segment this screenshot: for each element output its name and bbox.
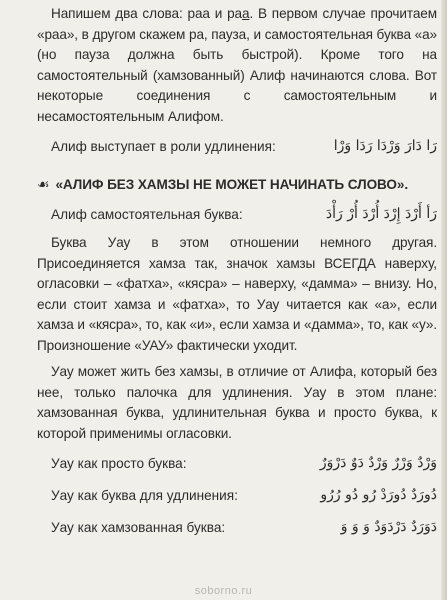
paragraph-waw-hamza: Буква Уау в этом отношении немного другая. Присоединяется хамза так, значок хамзы ВСЕГДА наверху, огласовки – «фатха», «кясра» – наверху, «дамма» – внизу. Но, если стоит хамза и «фатха», то Уау читается как «а», если хамза и «кясра», то, как «и», если хамза и «дамма», то, как «у». Произношение «УАУ» фактически уходит.	[37, 235, 437, 353]
section-heading	[37, 173, 437, 195]
paragraph-intro-end: . В первом случае прочитаем «раа», в другом скажем ра, пауза, и самостоятельная буква «а» (но пауза должна быть быстрой). Кроме того на самостоятельный (хамзованный) Алиф начинаются слова. Вот некоторые соединения с самостоятельным и несамостоятельным Алифом.	[37, 6, 437, 124]
arabic-example: دُورَدٌ دُورَدْ رُو دُو رُرُو	[320, 487, 437, 503]
example-label: Уау как просто буква:	[51, 455, 187, 471]
example-label: Уау как хамзованная буква:	[51, 519, 226, 535]
example-row-waw-lengthening	[37, 482, 437, 508]
heading-text: «АЛИФ БЕЗ ХАМЗЫ НЕ МОЖЕТ НАЧИНАТЬ СЛОВО».	[55, 176, 409, 192]
paragraph-waw-types: Уау может жить без хамзы, в отличие от Алифа, который без нее, только палочка для удлинения. Уау в этом плане: хамзованная буква, удлинительная буква и просто буква, к которой применимы огласовки.	[37, 364, 437, 441]
example-label: Уау как буква для удлинения:	[51, 487, 238, 503]
example-label: Алиф выступает в роли удлинения:	[51, 138, 276, 154]
paragraph-intro-start: Напишем два слова: раа и ра	[51, 6, 242, 21]
example-row-alif-lengthening	[37, 133, 437, 159]
paragraph-intro	[37, 4, 437, 127]
arabic-example: وَرْدٌ وَرْرٌ وَرْدٌ دَوٌ دَرْوَرٌ	[319, 455, 437, 471]
example-row-alif-independent	[37, 201, 437, 227]
example-row-waw-plain	[37, 450, 437, 476]
arabic-example: دَوَرَدٌ دَرْدَوَدٌ وَ وَ وَ	[340, 519, 437, 535]
underlined-letter: а	[242, 6, 250, 21]
arabic-example: رَا دَارَ وَرْدَا رَدَا وَرْا	[333, 138, 437, 154]
ornament-icon: ☙	[37, 175, 50, 192]
example-label: Алиф самостоятельная буква:	[51, 206, 243, 222]
arabic-example: رَأ أَرْدَ إِرْدَ أُرْدَ أُرْ رَأْدَ	[325, 206, 437, 222]
example-row-waw-hamza	[37, 514, 437, 540]
watermark: soborno.ru	[194, 585, 253, 597]
